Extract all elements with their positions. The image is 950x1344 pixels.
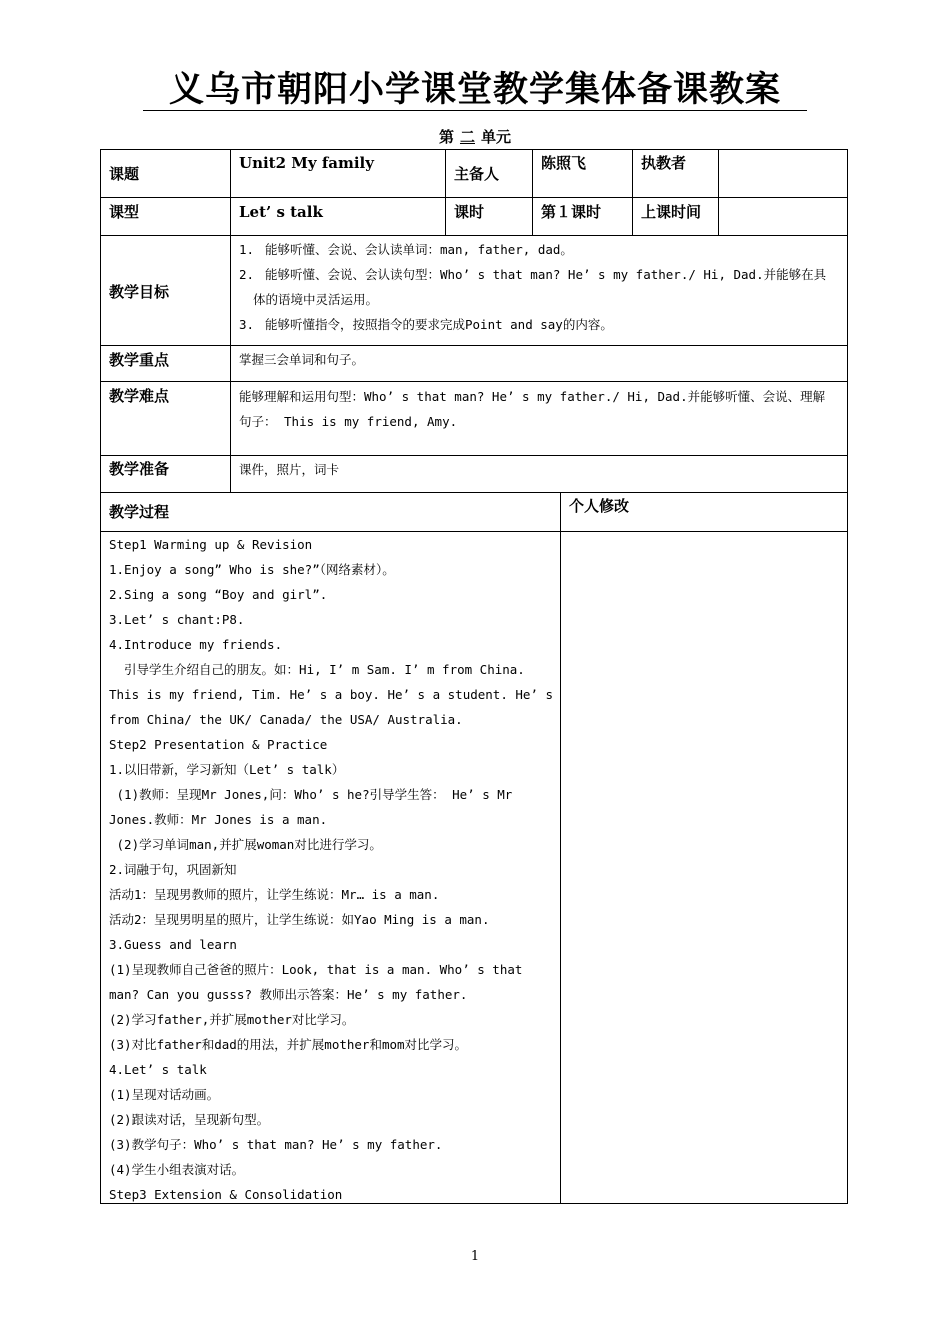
col-divider: [230, 149, 231, 492]
process-line: 活动2：呈现男明星的照片，让学生练说：如Yao Ming is a man.: [109, 912, 490, 927]
lesson-type-value: Let’ s talk: [239, 203, 323, 221]
process-line: 3.Let’ s chant:P8.: [109, 612, 245, 627]
objectives-list: [239, 237, 826, 337]
lead-teacher-label: 主备人: [454, 165, 500, 183]
key-points-label: 教学重点: [109, 351, 170, 369]
process-line: Step2 Presentation & Practice: [109, 737, 328, 752]
key-points-text: 掌握三会单词和句子。: [239, 352, 365, 367]
process-line: Step1 Warming up & Revision: [109, 537, 313, 552]
list-item-continuation: 体的语境中灵活运用。: [253, 292, 379, 307]
process-line: 4.Introduce my friends.: [109, 637, 283, 652]
page-number: 1: [470, 1249, 480, 1264]
process-line: 1.Enjoy a song” Who is she?”（网络素材）。: [109, 562, 395, 577]
class-time-label: 上课时间: [641, 203, 702, 221]
topic-label: 课题: [109, 165, 140, 183]
process-line: from China/ the UK/ Canada/ the USA/ Australia.: [109, 712, 463, 727]
row-divider: [100, 455, 848, 456]
process-line: (4)学生小组表演对话。: [109, 1162, 245, 1177]
process-line: (2)学习father,并扩展mother对比学习。: [109, 1012, 355, 1027]
table-border-top: [100, 149, 848, 150]
difficulties-label: 教学难点: [109, 387, 170, 405]
lead-teacher-value: 陈照飞: [541, 154, 587, 172]
list-item: 3. 能够听懂指令，按照指令的要求完成Point and say的内容。: [239, 317, 613, 332]
process-line: 1.以旧带新，学习新知（Let’ s talk）: [109, 762, 345, 777]
unit-number: 二: [459, 128, 475, 146]
row-divider: [100, 345, 848, 346]
list-item: 1. 能够听懂、会说、会认读单词：man, father, dad。: [239, 242, 573, 257]
preparation-label: 教学准备: [109, 460, 170, 478]
col-divider: [445, 149, 446, 235]
page-title: 义乌市朝阳小学课堂教学集体备课教案: [168, 70, 781, 110]
table-border-left: [100, 149, 101, 1204]
objectives-label: 教学目标: [109, 283, 170, 301]
unit-suffix: 单元: [481, 128, 512, 146]
period-label: 课时: [454, 203, 485, 221]
teacher-label: 执教者: [641, 154, 687, 172]
row-divider: [100, 381, 848, 382]
row-divider: [100, 197, 848, 198]
preparation-text: 课件，照片，词卡: [239, 462, 340, 477]
unit-prefix: 第: [438, 128, 454, 146]
difficulties-text: 能够理解和运用句型：Who’ s that man? He’ s my father./ Hi, Dad.并能够听懂、会说、理解 句子： This is my friend, Amy.: [239, 389, 826, 429]
process-line: This is my friend, Tim. He’ s a boy. He’ s a student. He’ s: [109, 687, 554, 702]
process-line: man? Can you gusss? 教师出示答案：He’ s my father.: [109, 987, 468, 1002]
row-divider: [100, 235, 848, 236]
lesson-type-label: 课型: [109, 203, 140, 221]
lesson-plan-table: [100, 149, 848, 1204]
list-item: 2. 能够听懂、会说、会认读句型：Who’ s that man? He’ s my father./ Hi, Dad.并能够在具: [239, 267, 827, 282]
col-divider: [632, 149, 633, 235]
col-divider: [718, 149, 719, 235]
process-label: 教学过程: [109, 503, 170, 521]
col-divider: [532, 149, 533, 235]
process-line: 引导学生介绍自己的朋友。如：Hi, I’ m Sam. I’ m from China.: [109, 662, 525, 677]
process-content: [109, 532, 553, 1207]
process-line: (2)学习单词man,并扩展woman对比进行学习。: [109, 837, 382, 852]
process-line: 2.Sing a song “Boy and girl”.: [109, 587, 328, 602]
process-line: Jones.教师：Mr Jones is a man.: [109, 812, 328, 827]
period-value: 第１课时: [541, 203, 602, 221]
process-line: Step3 Extension & Consolidation: [109, 1187, 343, 1202]
unit-line: [0, 126, 950, 147]
title-underline: [143, 110, 807, 111]
process-line: 4.Let’ s talk: [109, 1062, 207, 1077]
topic-value: Unit2 My family: [239, 154, 374, 172]
process-line: (3)对比father和dad的用法，并扩展mother和mom对比学习。: [109, 1037, 468, 1052]
table-border-right: [847, 149, 848, 1204]
col-divider: [560, 492, 561, 1204]
process-line: (1)呈现教师自己爸爸的照片：Look, that is a man. Who’ s that: [109, 962, 523, 977]
process-line: (1)呈现对话动画。: [109, 1087, 220, 1102]
process-line: 活动1：呈现男教师的照片，让学生练说：Mr… is a man.: [109, 887, 440, 902]
process-line: (1)教师：呈现Mr Jones,问：Who’ s he?引导学生答： He’ s Mr: [109, 787, 513, 802]
process-line: (3)教学句子：Who’ s that man? He’ s my father.: [109, 1137, 443, 1152]
process-line: 3.Guess and learn: [109, 937, 237, 952]
revision-label: 个人修改: [569, 497, 630, 515]
row-divider: [100, 492, 848, 493]
process-line: 2.词融于句，巩固新知: [109, 862, 237, 877]
process-line: (2)跟读对话，呈现新句型。: [109, 1112, 270, 1127]
